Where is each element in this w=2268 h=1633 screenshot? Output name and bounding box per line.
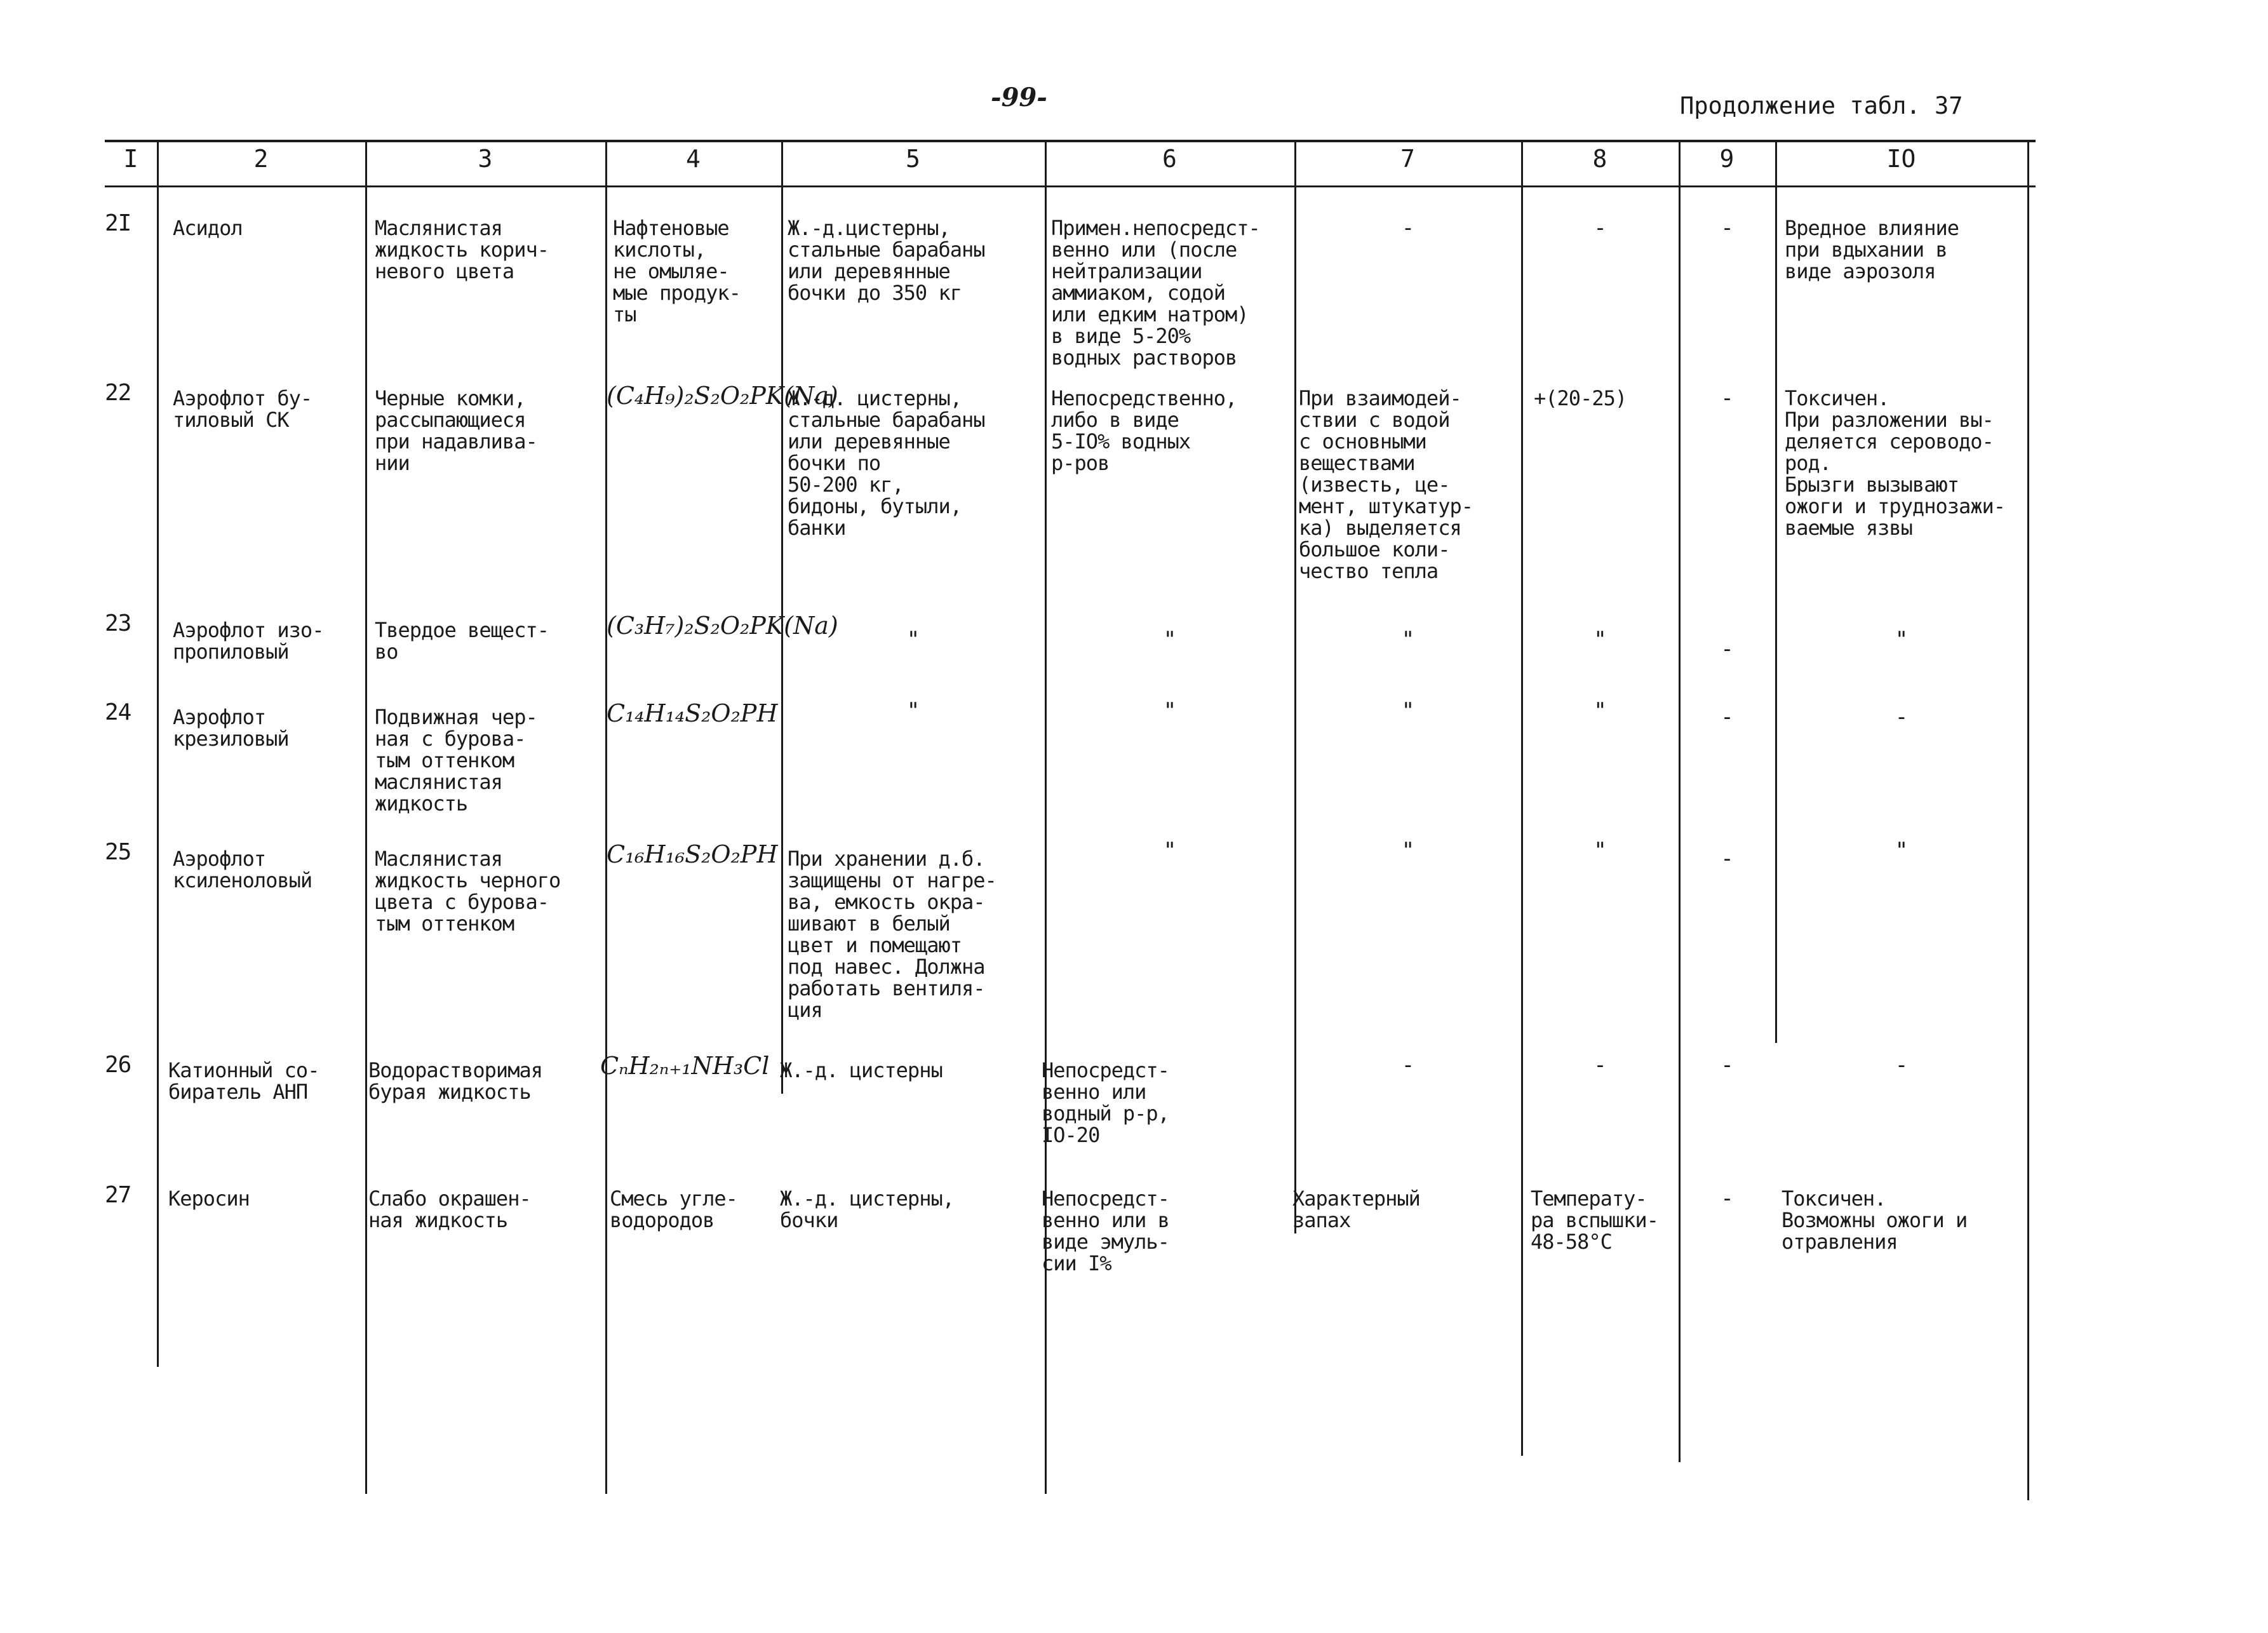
col7-value: " (1401, 627, 1414, 652)
hazard-notes: Вредное влияние при вдыхании в виде аэрозоля (1785, 216, 1959, 283)
transport-method: При хранении д.б. защищены от нагре- ва, емкость окра- шивают в белый цвет и помещают под навес. Должна работать вентиля- ция (788, 847, 996, 1022)
col7-value: " (1401, 698, 1414, 723)
transport-method: " (906, 698, 920, 723)
col-divider-2 (365, 141, 367, 1494)
substance-formula: Нафтеновые кислоты, не омыляе- мые продук- ты (613, 216, 741, 326)
substance-name: Катионный со- биратель АНП (168, 1058, 319, 1104)
usage-method: " (1163, 838, 1176, 863)
col-divider-1 (157, 141, 159, 1367)
hazard-notes: " (1895, 627, 1908, 652)
col8-value: Температу- ра вспышки- 48-58°C (1531, 1186, 1658, 1254)
col-divider-8 (1679, 141, 1681, 1462)
transport-method: " (906, 627, 920, 652)
substance-name: Аэрофлот ксиленоловый (173, 847, 312, 892)
col8-value: " (1594, 698, 1606, 723)
usage-method: Непосредст- венно или в виде эмуль- сии I% (1042, 1186, 1169, 1275)
usage-method: Примен.непосредст- венно или (после нейтрализации аммиаком, содой или едким натром) в виде 5-20% водных растворов (1051, 216, 1260, 370)
table-caption: Продолжение табл. 37 (1680, 92, 1963, 119)
col-divider-10 (2027, 141, 2029, 1500)
hazard-notes: Токсичен. При разложении вы- деляется сероводо- род. Брызги вызывают ожоги и труднозажи- ваемые язвы (1785, 386, 2006, 540)
col7-value: - (1401, 215, 1414, 241)
hazard-notes: - (1895, 1052, 1908, 1078)
col7-value: - (1401, 1052, 1414, 1078)
col9-value: - (1721, 386, 1733, 411)
substance-formula: CₙH₂ₙ₊₁NH₃Cl (600, 1052, 770, 1080)
substance-description: Маслянистая жидкость черного цвета с бурова- тым оттенком (375, 847, 561, 936)
usage-method: Непосредственно, либо в виде 5-IO% водных р-ров (1051, 386, 1237, 475)
col8-value: - (1594, 1052, 1606, 1078)
col8-value: " (1594, 627, 1606, 652)
header-col-2: 2 (253, 145, 269, 173)
header-col-5: 5 (906, 145, 920, 173)
hazard-notes: Токсичен. Возможны ожоги и отравления (1782, 1186, 1968, 1254)
header-bottom-rule (105, 185, 2036, 187)
substance-description: Слабо окрашен- ная жидкость (368, 1186, 531, 1232)
col8-value: - (1594, 215, 1606, 241)
header-top-rule (105, 140, 2036, 142)
header-col-8: 8 (1592, 145, 1607, 173)
substance-name: Аэрофлот крезиловый (173, 705, 289, 751)
row-number: 27 (105, 1182, 131, 1208)
col-divider-5 (1045, 141, 1047, 1494)
substance-name: Аэрофлот бу- тиловый СК (173, 386, 312, 432)
substance-formula: (C₄H₉)₂S₂O₂PK(Na) (607, 382, 838, 410)
usage-method: Непосредст- венно или водный р-р, IO-20 (1042, 1058, 1169, 1147)
col9-value: - (1721, 215, 1733, 241)
hazard-notes: - (1895, 704, 1908, 730)
usage-method: " (1163, 627, 1176, 652)
substance-description: Водорастворимая бурая жидкость (368, 1058, 542, 1104)
col-divider-3 (605, 141, 607, 1494)
substance-formula: (C₃H₇)₂S₂O₂PK(Na) (607, 612, 838, 640)
col7-value: При взаимодей- ствии с водой с основными веществами (известь, це- мент, штукатур- ка) выделяется большое коли- чество тепла (1299, 386, 1473, 583)
transport-method: Ж.-д. цистерны (780, 1058, 943, 1082)
transport-method: Ж.-д.цистерны, стальные барабаны или деревянные бочки до 350 кг (788, 216, 985, 305)
hazard-notes: " (1895, 838, 1908, 863)
row-number: 23 (105, 610, 131, 636)
col9-value: - (1721, 1186, 1733, 1211)
substance-formula: Смесь угле- водородов (610, 1186, 737, 1232)
substance-description: Твердое вещест- во (375, 618, 549, 664)
col8-value: " (1594, 838, 1606, 863)
substance-description: Черные комки, рассыпающиеся при надавлива- нии (375, 386, 537, 475)
col-divider-9 (1775, 141, 1777, 1043)
row-number: 26 (105, 1052, 131, 1078)
row-number: 25 (105, 839, 131, 865)
col9-value: - (1721, 1052, 1733, 1078)
col-divider-7 (1521, 141, 1523, 1456)
substance-name: Аэрофлот изо- пропиловый (173, 618, 324, 664)
col9-value: - (1721, 704, 1733, 730)
col7-value: " (1401, 838, 1414, 863)
header-col-9: 9 (1719, 145, 1735, 173)
header-col-4: 4 (686, 145, 701, 173)
header-col-6: 6 (1162, 145, 1177, 173)
row-number: 2I (105, 210, 131, 236)
substance-name: Керосин (168, 1186, 250, 1211)
header-col-3: 3 (478, 145, 493, 173)
header-col-10: IO (1886, 145, 1916, 173)
page-number: -99- (991, 83, 1047, 112)
substance-formula: C₁₆H₁₆S₂O₂PH (607, 840, 778, 868)
col9-value: - (1721, 846, 1733, 871)
usage-method: " (1163, 698, 1176, 723)
transport-method: Ж.-д. цистерны, бочки (780, 1186, 954, 1232)
substance-formula: C₁₄H₁₄S₂O₂PH (607, 699, 778, 727)
transport-method: Ж.-д. цистерны, стальные барабаны или деревянные бочки по 50-200 кг, бидоны, бутыли, банки (788, 386, 985, 540)
substance-description: Подвижная чер- ная с бурова- тым оттенком маслянистая жидкость (375, 705, 537, 816)
row-number: 22 (105, 380, 131, 406)
col9-value: - (1721, 636, 1733, 662)
row-number: 24 (105, 699, 131, 725)
header-col-7: 7 (1400, 145, 1415, 173)
header-col-1: I (123, 145, 138, 173)
substance-description: Маслянистая жидкость корич- невого цвета (375, 216, 549, 283)
substance-name: Асидол (173, 216, 243, 240)
col8-value: +(20-25) (1534, 386, 1627, 410)
col7-value: Характерный запах (1292, 1186, 1420, 1232)
